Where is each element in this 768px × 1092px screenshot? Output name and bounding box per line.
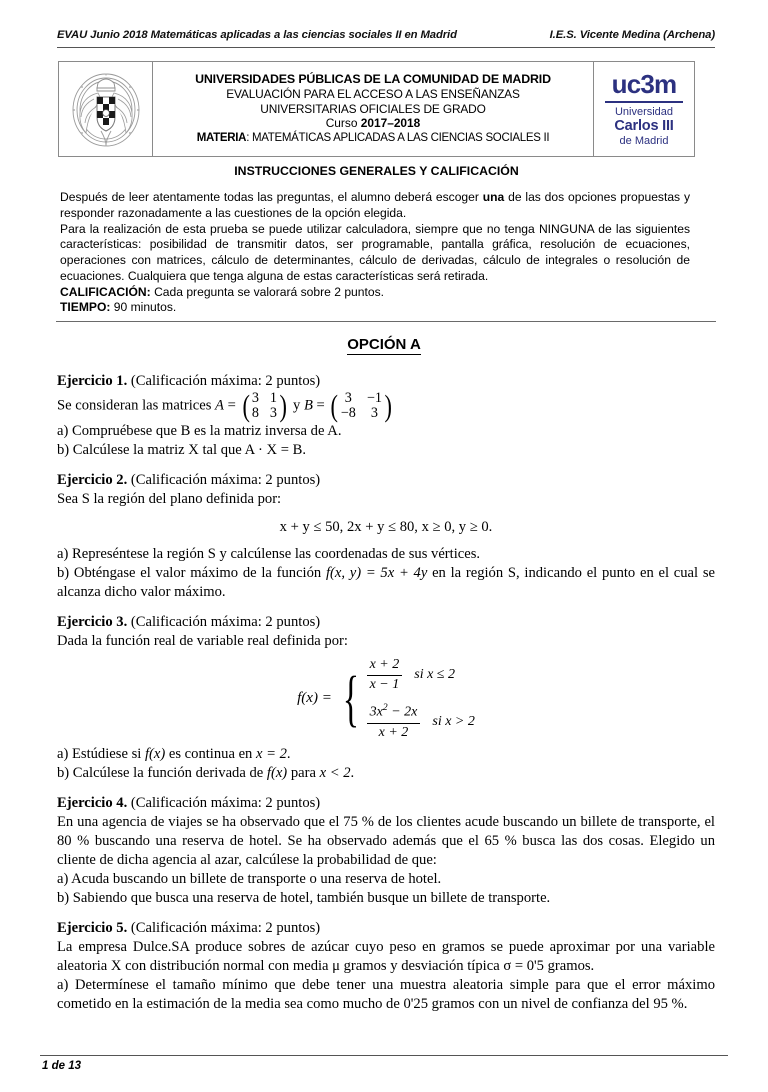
header-line-1: UNIVERSIDADES PÚBLICAS DE LA COMUNIDAD DE MADRID <box>195 72 551 87</box>
instructions-paragraph-2: Para la realización de esta prueba se puede utilizar calculadora, siempre que no tenga NINGUNA de las siguientes características: posibilidad de transmitir datos, ser programable, pantalla gráfica, resolución de ecuaciones, operaciones con matrices, cálculo de determinantes, cálculo de derivadas, cálculo de integrales o resolución de ecuaciones. Cualquiera que tenga alguna de estas características será retirada. <box>60 221 690 283</box>
matrix-a-equals: = <box>223 397 240 414</box>
uc3m-line-de-madrid: de Madrid <box>619 134 669 147</box>
instructions-tiempo <box>60 300 690 316</box>
header-line-2: EVALUACIÓN PARA EL ACCESO A LAS ENSEÑANZAS <box>226 87 520 102</box>
course-value: 2017–2018 <box>360 116 421 131</box>
matrix-b-grid <box>340 391 383 422</box>
instructions-calificacion <box>60 285 690 301</box>
exercise-1-intro: Se consideran las matrices <box>57 397 216 414</box>
piecewise-case-2 <box>367 702 475 741</box>
course-label: Curso <box>325 116 361 131</box>
case-2-num-exponent: 2 <box>382 702 388 714</box>
complutense-seal-cell <box>59 62 153 156</box>
exercise-1-label: Ejercicio 1. <box>57 373 128 389</box>
exercise-1-statement <box>57 388 715 424</box>
instructions-body <box>60 190 690 316</box>
exercise-3-item-b <box>57 764 715 783</box>
exercise-3-item-b-x: x < 2 <box>319 765 351 781</box>
footer-divider <box>40 1055 728 1056</box>
exercise-4-item-a: a) Acuda buscando un billete de transporte o una reserva de hotel. <box>57 870 442 887</box>
exercise-4-item-b: b) Sabiendo que busca una reserva de hotel, también busque un billete de transporte. <box>57 889 551 906</box>
exercise-3 <box>57 613 715 783</box>
instructions-p1-part2: de las dos opciones propuestas y responder razonadamente a las cuestiones de la opción elegida. <box>60 190 690 220</box>
exercise-1-score: (Calificación máxima: 2 puntos) <box>127 373 321 389</box>
instructions-paragraph-1 <box>60 190 690 222</box>
uc3m-divider <box>605 101 683 103</box>
university-header-titles <box>153 62 594 156</box>
exercise-3-item-b-part3: . <box>350 765 355 781</box>
exercise-4-heading <box>57 794 715 813</box>
case-1-fraction <box>367 657 403 693</box>
case-1-condition: si x ≤ 2 <box>414 667 455 683</box>
exercise-3-heading <box>57 613 715 632</box>
exercise-5-score: (Calificación máxima: 2 puntos) <box>127 919 321 936</box>
uc3m-line-carlos-iii: Carlos III <box>614 118 674 135</box>
exercise-2-item-b-part2: en la región S, indicando el punto en el cual se alcanza dicho valor máximo. <box>57 565 715 601</box>
running-header-left: EVAU Junio 2018 Matemáticas aplicadas a las ciencias sociales II en Madrid <box>57 29 457 41</box>
case-2-denominator: x + 2 <box>378 724 409 740</box>
piecewise-case-1 <box>367 657 475 693</box>
subject-separator: : <box>246 131 252 144</box>
exercise-2-heading <box>57 471 715 490</box>
exercise-1 <box>57 372 715 460</box>
piecewise-label: f(x) = <box>297 690 332 707</box>
piecewise-brace: { <box>342 664 359 733</box>
matrix-a-right-paren: ) <box>279 388 287 424</box>
running-header-rule <box>57 47 715 48</box>
exercise-5 <box>57 919 715 1014</box>
matrix-b-cell-0-1: −1 <box>366 389 382 406</box>
case-2-numerator <box>367 702 421 722</box>
exercise-3-piecewise-function <box>57 657 715 741</box>
exercise-3-label: Ejercicio 3. <box>57 614 128 631</box>
exercise-3-score: (Calificación máxima: 2 puntos) <box>127 614 321 631</box>
matrix-b-left-paren: ( <box>330 388 339 424</box>
exercise-3-item-a-part2: es continua en <box>165 746 256 763</box>
subject-value: MATEMÁTICAS APLICADAS A LAS CIENCIAS SOCIALES II <box>251 131 550 144</box>
exercise-3-item-a-x: x = 2 <box>256 746 287 763</box>
matrix-b-name: B <box>303 397 313 414</box>
uc3m-wordmark: uc3m <box>611 68 677 99</box>
exercise-2 <box>57 471 715 603</box>
matrix-a-cell-0-0: 3 <box>251 389 259 406</box>
exercise-4-body: En una agencia de viajes se ha observado que el 75 % de los clientes acude buscando un billete de transporte, el 80 % buscando una reserva de hotel. Se ha observado además que el 65 % busca las dos cosas. Elegido un cliente de dicha agencia al azar, calcúlese la probabilidad de que: <box>57 813 715 868</box>
uc3m-line-universidad: Universidad <box>614 105 674 118</box>
instructions-divider <box>56 321 716 322</box>
exercise-3-item-a-fn: f(x) <box>144 746 166 763</box>
matrix-a-left-paren: ( <box>241 388 250 424</box>
exercise-3-intro: Dada la función real de variable real definida por: <box>57 633 348 650</box>
uc3m-logo <box>594 62 694 156</box>
matrix-b-cell-1-1: 3 <box>370 405 378 422</box>
exercises-content <box>57 372 715 1025</box>
exercise-2-score: (Calificación máxima: 2 puntos) <box>127 471 321 488</box>
exercise-4-score: (Calificación máxima: 2 puntos) <box>127 794 321 811</box>
tiempo-text: 90 minutos. <box>110 300 177 315</box>
case-2-num-part2: − 2x <box>387 705 418 720</box>
exercise-1-item-a: a) Compruébese que B es la matriz inversa de A. <box>57 422 342 439</box>
option-heading-text: OPCIÓN A <box>347 336 421 353</box>
exercise-5-heading <box>57 919 715 938</box>
exercise-3-item-b-part1: b) Calcúlese la función derivada de <box>57 765 267 781</box>
instructions-title: INSTRUCCIONES GENERALES Y CALIFICACIÓN <box>234 164 519 178</box>
university-seal-icon <box>68 69 144 149</box>
exercise-2-item-b-part1: b) Obténgase el valor máximo de la función <box>57 565 326 582</box>
matrix-a-cell-1-1: 3 <box>269 405 278 422</box>
exercise-2-objective-function: f(x, y) = 5x + 4y <box>325 565 428 582</box>
header-line-3: UNIVERSITARIAS OFICIALES DE GRADO <box>260 101 486 116</box>
calificacion-text: Cada pregunta se valorará sobre 2 puntos. <box>150 284 384 299</box>
exercise-1-conjunction: y <box>289 397 304 414</box>
exercise-2-item-a: a) Represéntese la región S y calcúlense las coordenadas de sus vértices. <box>57 546 481 563</box>
instructions-p1-emphasis: una <box>482 190 505 204</box>
university-header-box <box>58 61 695 157</box>
exercise-1-item-b: b) Calcúlese la matriz X tal que A · X = B. <box>57 441 306 458</box>
exercise-2-formula: x + y ≤ 50, 2x + y ≤ 80, x ≥ 0, y ≥ 0. <box>279 518 493 535</box>
calificacion-label: CALIFICACIÓN: <box>60 284 151 299</box>
matrix-a-cell-0-1: 1 <box>269 389 278 406</box>
matrix-a <box>241 388 289 424</box>
header-course-line <box>326 116 421 131</box>
exercise-2-label: Ejercicio 2. <box>57 471 128 488</box>
case-1-denominator: x − 1 <box>369 676 400 692</box>
option-heading <box>0 336 768 353</box>
matrix-b-equals: = <box>312 397 329 414</box>
case-2-condition: si x > 2 <box>432 713 475 729</box>
matrix-a-grid <box>251 391 278 422</box>
case-2-num-part1: 3x <box>369 705 383 720</box>
tiempo-label: TIEMPO: <box>60 300 111 315</box>
exercise-2-intro: Sea S la región del plano definida por: <box>57 490 282 507</box>
exercise-3-item-b-part2: para <box>287 765 320 781</box>
footer-page-number: 1 de 13 <box>42 1060 81 1072</box>
matrix-a-cell-1-0: 8 <box>251 405 259 422</box>
matrix-b-cell-0-0: 3 <box>344 389 352 406</box>
matrix-b-cell-1-0: −8 <box>340 405 356 422</box>
exercise-5-item-a: a) Determínese el tamaño mínimo que debe tener una muestra aleatoria simple para que el error máximo cometido en la estimación de la media sea como mucho de 0'25 gramos con un nivel de confianza del 95 %. <box>57 976 715 1012</box>
exercise-5-body: La empresa Dulce.SA produce sobres de azúcar cuyo peso en gramos se puede aproximar por una variable aleatoria X con distribución normal con media μ gramos y desviación típica σ = 0'5 gramos. <box>57 938 715 974</box>
exercise-4 <box>57 794 715 908</box>
running-header-right: I.E.S. Vicente Medina (Archena) <box>549 29 715 41</box>
exercise-4-label: Ejercicio 4. <box>57 794 128 811</box>
case-2-fraction <box>367 702 421 741</box>
subject-label: MATERIA <box>196 131 247 144</box>
exercise-5-label: Ejercicio 5. <box>57 919 128 936</box>
case-1-numerator: x + 2 <box>369 657 400 673</box>
exercise-3-item-a-part3: . <box>286 746 291 763</box>
matrix-a-name: A <box>215 397 224 414</box>
instructions-p1-part1: Después de leer atentamente todas las preguntas, el alumno deberá escoger <box>60 190 483 204</box>
header-subject-line <box>197 131 550 145</box>
matrix-b-right-paren: ) <box>384 388 392 424</box>
exercise-3-item-a <box>57 745 715 764</box>
exercise-3-item-b-fn: f(x) <box>266 765 288 781</box>
piecewise-cases <box>367 657 475 741</box>
matrix-b <box>329 388 393 424</box>
exercise-3-item-a-part1: a) Estúdiese si <box>57 746 145 763</box>
exercise-2-item-b <box>57 564 715 602</box>
running-header <box>57 29 715 41</box>
